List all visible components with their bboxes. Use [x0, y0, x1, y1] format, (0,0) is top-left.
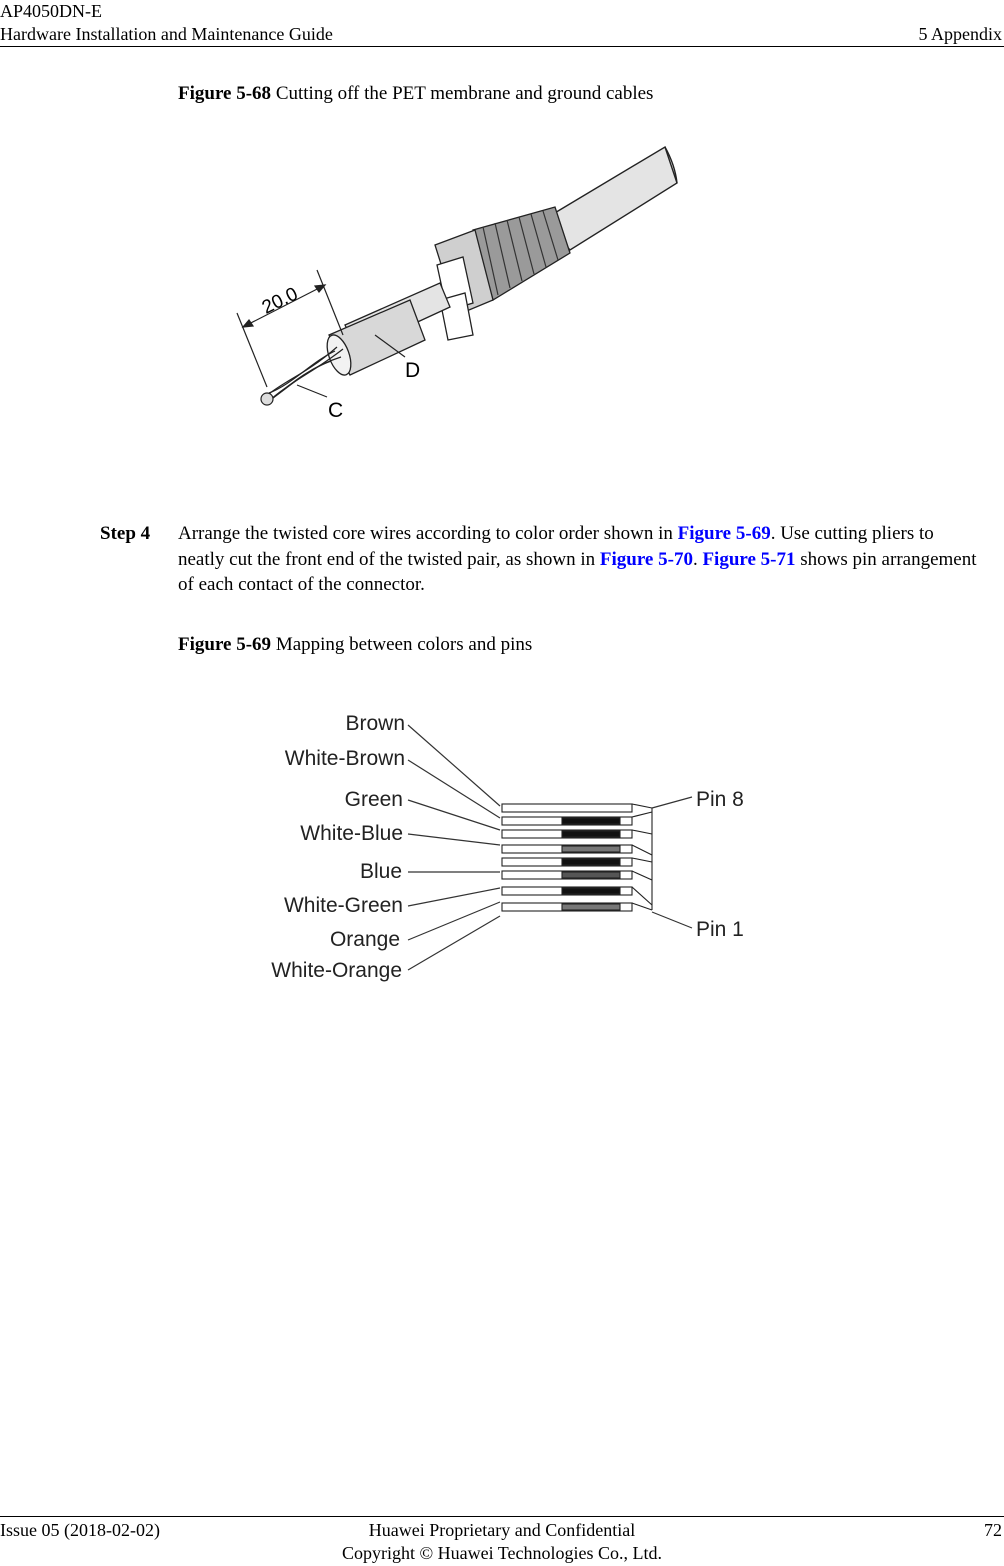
leader-c: [297, 385, 327, 397]
figure-68-number: Figure 5-68: [178, 83, 272, 104]
figure-68-caption: [178, 82, 653, 106]
wire-label-white-green: White-Green: [283, 894, 403, 917]
wire-label-orange: Orange: [329, 928, 400, 951]
footer-center: [0, 1519, 1004, 1565]
issue-date: Issue 05 (2018-02-02): [0, 1520, 160, 1540]
copyright-notice: Copyright © Huawei Technologies Co., Ltd.: [341, 1543, 663, 1563]
wire-label-brown: Brown: [345, 712, 405, 735]
wire-label-white-orange: White-Orange: [271, 959, 402, 982]
step-text-2: . Use cutting pliers to neatly cut the front end of the twisted pair, as shown in: [178, 523, 934, 570]
dimension-label: 20.0: [258, 283, 302, 319]
footer-rule: [0, 1516, 1004, 1517]
figure-69-number: Figure 5-69: [178, 634, 272, 655]
callout-d: D: [405, 359, 421, 382]
figure-68-title: Cutting off the PET membrane and ground cables: [275, 83, 654, 104]
step-label: Step 4: [100, 523, 151, 544]
header-rule: [0, 46, 1004, 47]
step-text-1: Arrange the twisted core wires according to color order shown in: [178, 523, 678, 544]
connector-contacts: [502, 804, 652, 911]
product-name: AP4050DN-E: [0, 1, 102, 21]
step-text: [178, 521, 978, 598]
confidential-notice: Huawei Proprietary and Confidential: [368, 1520, 636, 1540]
figure-69-title: Mapping between colors and pins: [275, 634, 533, 655]
pin-1-leader: [652, 912, 692, 928]
figure-5-69-link[interactable]: Figure 5-69: [677, 523, 771, 544]
figure-69-caption: [178, 633, 532, 657]
guide-title: Hardware Installation and Maintenance Guide: [0, 24, 333, 44]
figure-68-cable-illustration: [225, 135, 695, 435]
step-text-4: shows pin arrangement of each contact of the connector.: [178, 548, 977, 595]
wire-leaders: [408, 725, 500, 970]
pin-8-leader: [652, 797, 692, 808]
wire-label-white-blue: White-Blue: [300, 822, 403, 845]
wire-label-blue: Blue: [359, 860, 402, 883]
wire-label-white-brown: White-Brown: [284, 747, 405, 770]
running-header: [0, 0, 333, 46]
step-text-3: .: [692, 548, 703, 570]
figure-5-70-link[interactable]: Figure 5-70: [599, 548, 693, 570]
figure-69-pin-mapping-diagram: [250, 700, 770, 990]
callout-c: C: [328, 399, 344, 422]
page-number: 72: [984, 1520, 1002, 1540]
chapter-title: 5 Appendix: [918, 24, 1002, 44]
pin-8-label: Pin 8: [696, 788, 744, 811]
figure-5-71-link[interactable]: Figure 5-71: [702, 548, 796, 570]
wire-label-green: Green: [344, 788, 403, 811]
connector-boot: [435, 207, 570, 340]
pin-1-label: Pin 1: [696, 918, 744, 941]
